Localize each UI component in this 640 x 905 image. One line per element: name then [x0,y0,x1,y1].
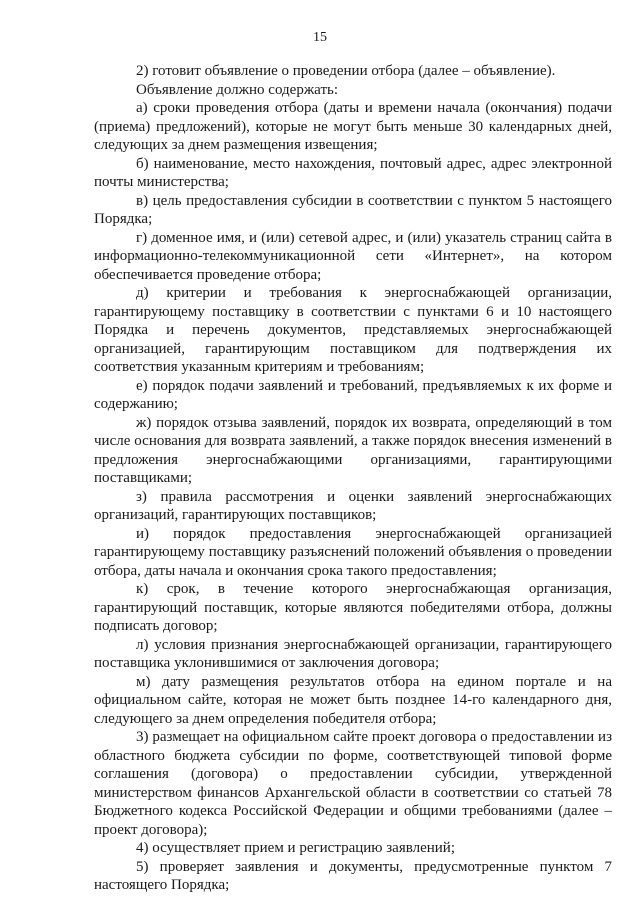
paragraph-announcement-intro: Объявление должно содержать: [136,81,339,98]
paragraph-subitem-m: м) дату размещения результатов отбора на едином портале и на официальном сайте, которая не может быть позднее 14-го календарного дня, следующего за днем определения победителя отбора; [94,673,612,727]
paragraph-subitem-e: е) порядок подачи заявлений и требований, предъявляемых к их форме и содержанию; [94,377,612,412]
paragraph-subitem-d: д) критерии и требования к энергоснабжающей организации, гарантирующему поставщику в соответствии с пунктами 6 и 10 настоящего Порядка и перечень документов, представляемых энергоснабжающей организацией, гарантирующим поставщиком для подтверждения их соответствия указанным критериям и требованиям; [94,285,612,375]
document-body [94,62,612,895]
paragraph-item-3: 3) размещает на официальном сайте проект договора о предоставлении из областного бюджета субсидии по форме, соответствующей типовой форме соглашения (договора) о предоставлении субсидии, утвержденной министерством финансов Архангельской области в соответствии со статьей 78 Бюджетного кодекса Российской Федерации и общими требованиями (далее – проект договора); [94,729,612,838]
page-number: 15 [313,30,327,45]
paragraph-subitem-a: а) сроки проведения отбора (даты и времени начала (окончания) подачи (приема) предложений), которые не могут быть меньше 30 календарных дней, следующих за днем размещения извещения; [94,100,612,153]
paragraph-item-4: 4) осуществляет прием и регистрацию заявлений; [136,840,455,856]
paragraph-subitem-b: б) наименование, место нахождения, почтовый адрес, адрес электронной почты министерства; [94,155,612,190]
paragraph-subitem-i: и) порядок предоставления энергоснабжающей организацией гарантирующему поставщику разъяснений положений объявления о проведении отбора, даты начала и окончания срока такого предоставления; [94,525,612,579]
paragraph-item-5: 5) проверяет заявления и документы, предусмотренные пунктом 7 настоящего Порядка; [94,858,612,893]
paragraph-subitem-g: г) доменное имя, и (или) сетевой адрес, и (или) указатель страниц сайта в информационно-телекоммуникационной сети «Интернет», на котором обеспечивается проведение отбора; [94,229,612,283]
paragraph-item-2: 2) готовит объявление о проведении отбора (далее – объявление). [136,63,556,79]
paragraph-subitem-k: к) срок, в течение которого энергоснабжающая организация, гарантирующий поставщик, которые являются победителями отбора, должны подписать договор; [94,581,612,634]
paragraph-subitem-l: л) условия признания энергоснабжающей организации, гарантирующего поставщика уклонившимися от заключения договора; [94,636,612,671]
paragraph-subitem-z: з) правила рассмотрения и оценки заявлений энергоснабжающих организаций, гарантирующих поставщиков; [94,488,612,523]
paragraph-subitem-zh: ж) порядок отзыва заявлений, порядок их возврата, определяющий в том числе основания для возврата заявлений, а также порядок внесения изменений в предложения энергоснабжающими организациями, гарантирующими поставщиками; [94,414,612,486]
paragraph-subitem-v: в) цель предоставления субсидии в соответствии с пунктом 5 настоящего Порядка; [94,192,612,227]
